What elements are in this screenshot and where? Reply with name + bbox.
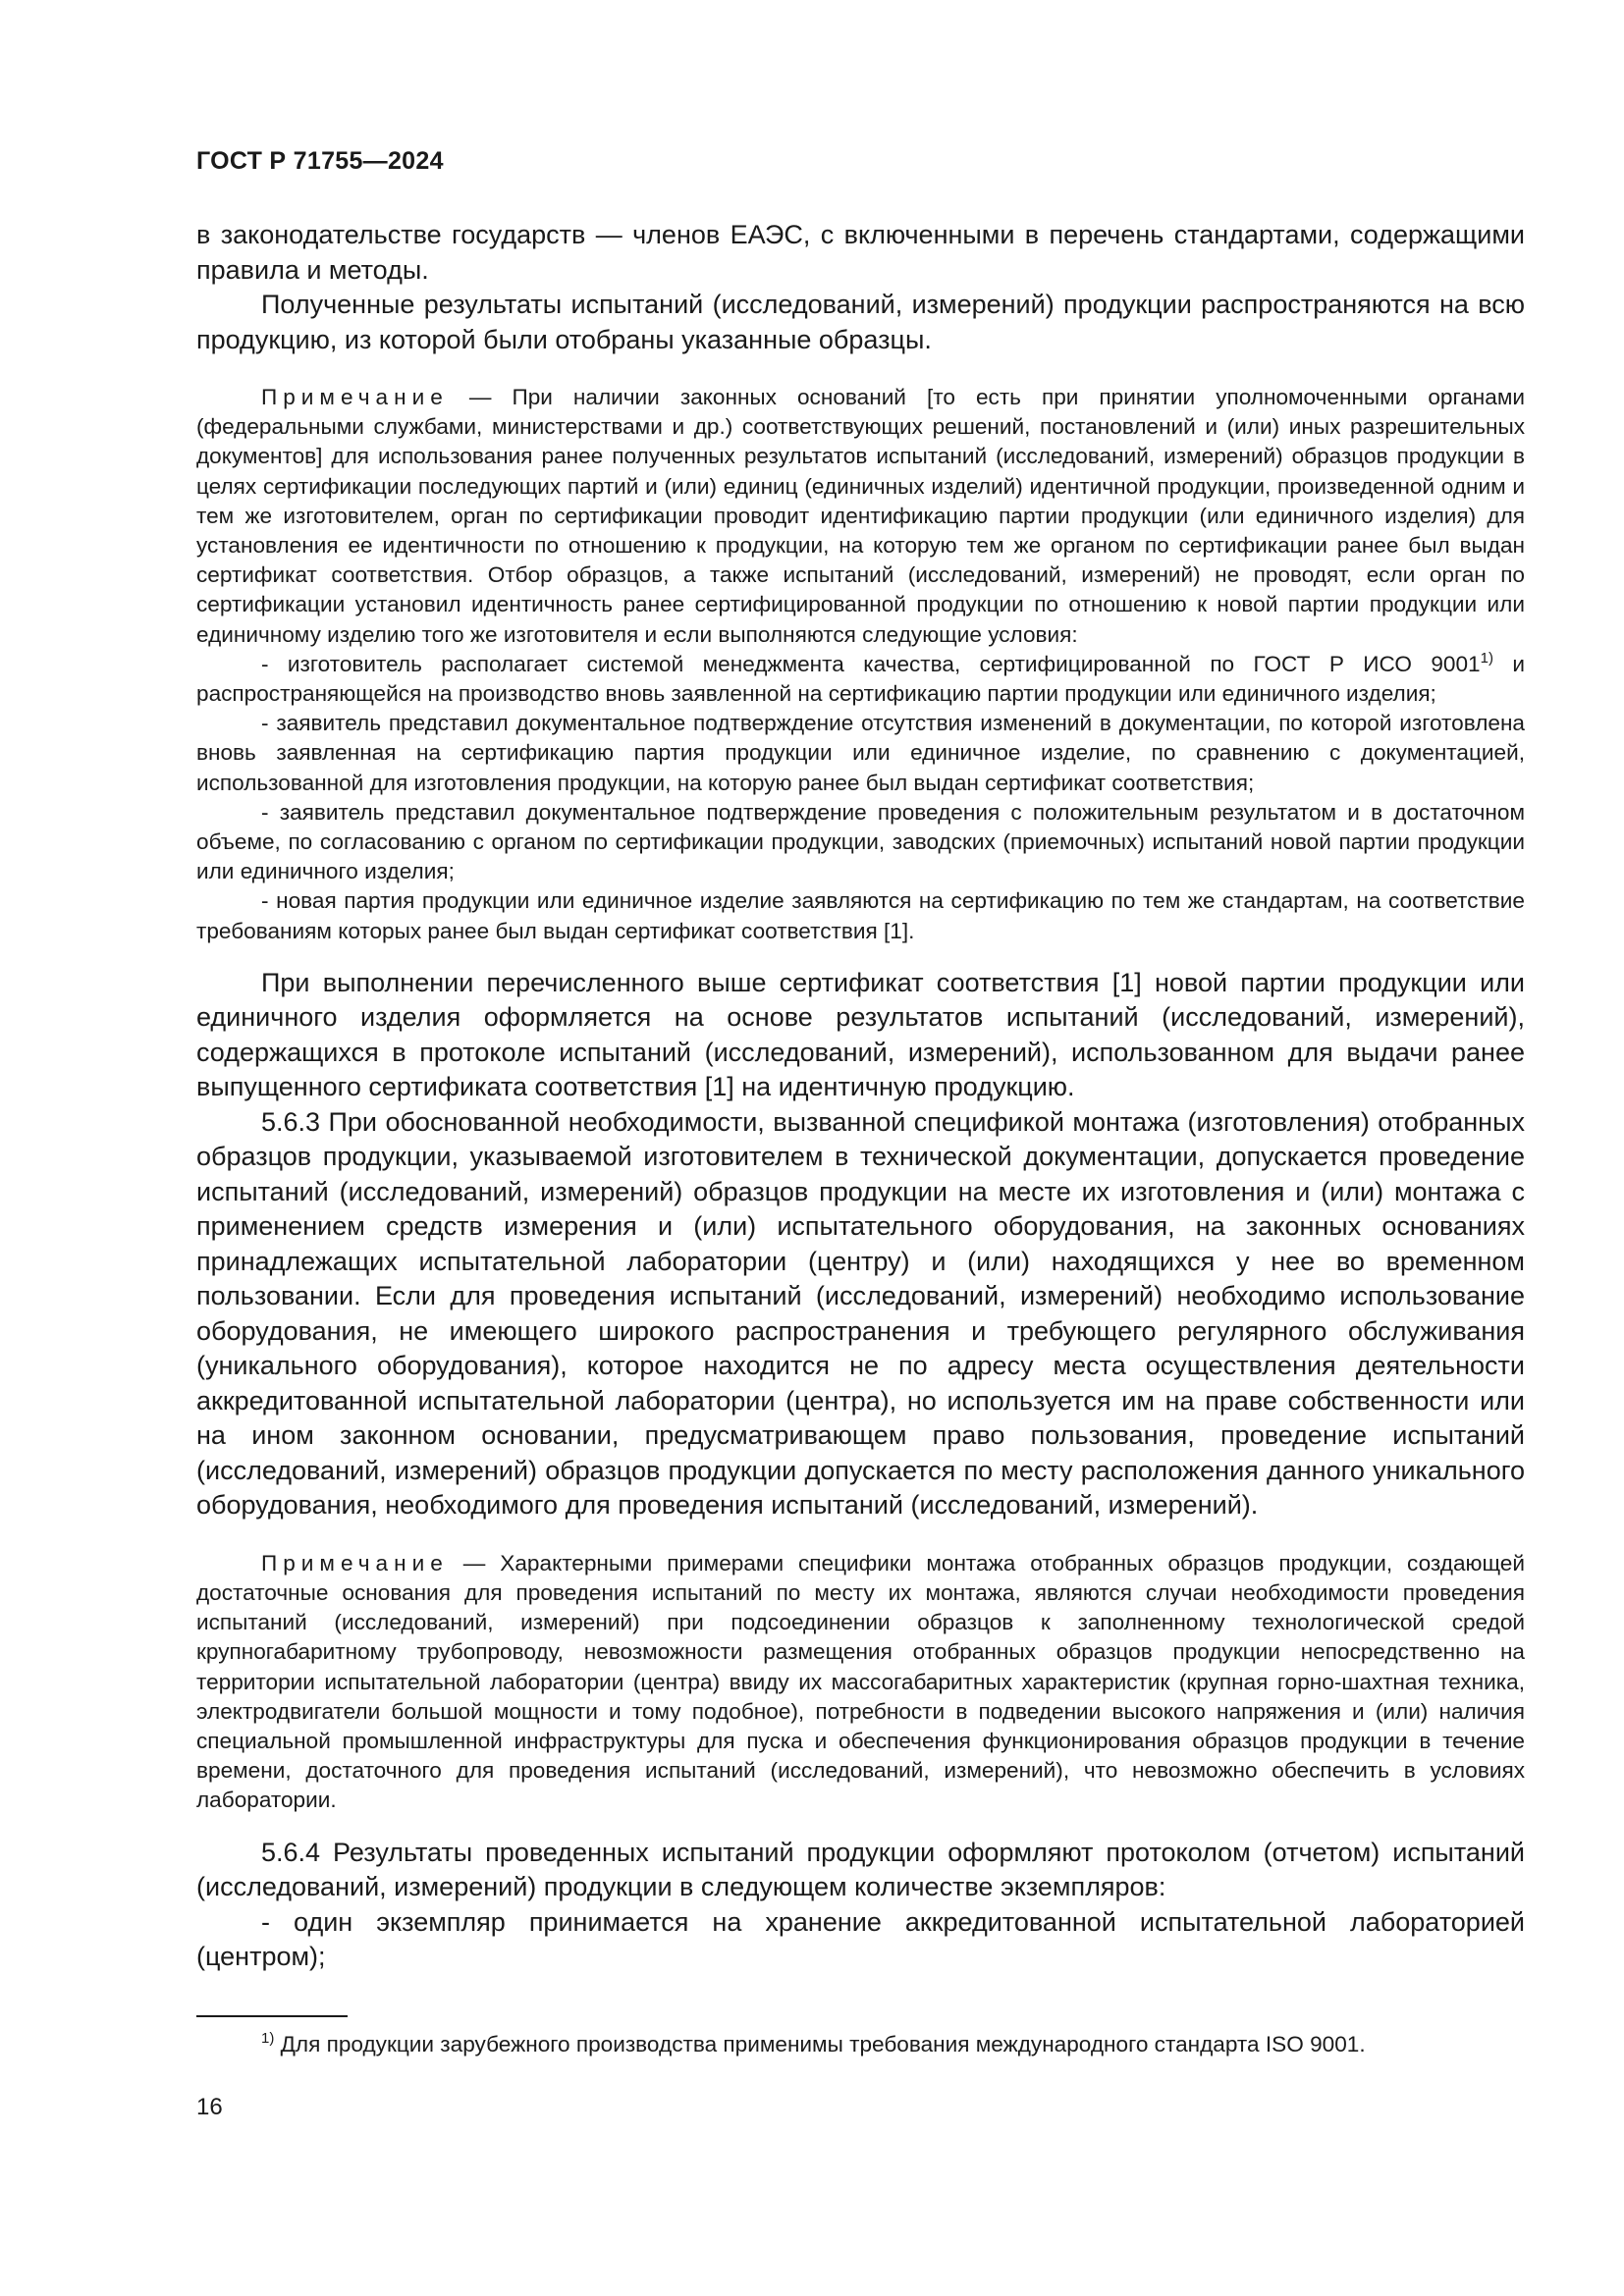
note-2-label: Примечание [261, 1550, 449, 1575]
document-body [196, 218, 1525, 1975]
paragraph-continuation: в законодательстве государств — членов ЕАЭС, с включенными в перечень стандартами, содержащими правила и методы. [196, 220, 1525, 285]
note-2 [196, 1549, 1525, 1816]
footnote-separator [196, 2015, 348, 2017]
paragraph-results: Полученные результаты испытаний (исследований, измерений) продукции распространяются на всю продукцию, из которой были отобраны указанные образцы. [196, 290, 1525, 354]
note-1-item-3: - заявитель представил документальное подтверждение проведения с положительным результатом и в достаточном объеме, по согласованию с органом по сертификации продукции, заводских (приемочных) испытаний новой партии продукции или единичного изделия; [196, 799, 1525, 884]
paragraph-certificate: При выполнении перечисленного выше сертификат соответствия [1] новой партии продукции или единичного изделия оформляется на основе результатов испытаний (исследований, измерений), содержащихся в протоколе испытаний (исследований, измерений), использованном для выдачи ранее выпущенного сертификата соответствия [1] на идентичную продукцию. [196, 967, 1525, 1102]
note-1-label: Примечание [261, 385, 449, 409]
footnote-marker: 1) [261, 2030, 275, 2047]
note-2-text: — Характерными примерами специфики монтажа отобранных образцов продукции, создающей достаточные основания для проведения испытаний по месту их монтажа, являются случаи необходимости проведения испытаний (исследований, измерений) при подсоединении образцов к заполненному технологической средой крупногабаритному трубопроводу, невозможности размещения отобранных образцов продукции непосредственно на территории испытательной лаборатории (центра) ввиду их массогабаритных характеристик (крупная горно-шахтная техника, электродвигатели большой мощности и тому подобное), потребности в подведении высокого напряжения и (или) наличия специальной промышленной инфраструктуры для пуска и обеспечения функционирования образцов продукции в течение времени, достаточного для проведения испытаний (исследований, измерений), что невозможно обеспечить в условиях лаборатории. [196, 1550, 1525, 1813]
paragraph-5-6-4: 5.6.4 Результаты проведенных испытаний продукции оформляют протоколом (отчетом) испытаний (исследований, измерений) продукции в следующем количестве экземпляров: [196, 1837, 1525, 1902]
note-1-intro [196, 383, 1525, 650]
note-1-item-1: - изготовитель располагает системой менеджмента качества, сертифицированной по ГОСТ Р ИСО 9001$^{1)}$ и распространяющейся на производство вновь заявленной на сертификацию партии продукции или единичного изделия; [196, 649, 1525, 707]
paragraph-5-6-3: 5.6.3 При обоснованной необходимости, вызванной спецификой монтажа (изготовления) отобранных образцов продукции, указываемой изготовителем в технической документации, допускается проведение испытаний (исследований, измерений) образцов продукции на месте их изготовления и (или) монтажа с применением средств измерения и (или) испытательного оборудования, на законных основаниях принадлежащих испытательной лаборатории (центру) и (или) находящихся у нее во временном пользовании. Если для проведения испытаний (исследований, измерений) необходимо использование оборудования, не имеющего широкого распространения и требующего регулярного обслуживания (уникального оборудования), которое находится не по адресу места осуществления деятельности аккредитованной испытательной лаборатории (центра), но используется им на праве собственности или на ином законном основании, предусматривающем право пользования, проведение испытаний (исследований, измерений) образцов продукции допускается по месту расположения данного уникального оборудования, необходимого для проведения испытаний (исследований, измерений). [196, 1106, 1525, 1521]
note-1 [196, 383, 1525, 946]
page-number: 16 [196, 2094, 223, 2120]
note-1-item-2: - заявитель представил документальное подтверждение отсутствия изменений в документации, по которой изготовлена вновь заявленная на сертификацию партия продукции или единичное изделие, по сравнению с документацией, использованной для изготовления продукции, на которую ранее был выдан сертификат соответствия; [196, 711, 1525, 795]
footnote-text: Для продукции зарубежного производства применимы требования международного стандарта ISO 9001. [274, 2032, 1366, 2056]
note-1-text: — При наличии законных оснований [то есть при принятии уполномоченными органами (федеральными службами, министерствами и др.) соответствующих решений, постановлений и (или) иных разрешительных документов] для использования ранее полученных результатов испытаний (исследований, измерений) образцов продукции в целях сертификации последующих партий и (или) единиц (единичных изделий) идентичной продукции, произведенной одним и тем же изготовителем, орган по сертификации проводит идентификацию партии продукции (или единичного изделия) для установления ее идентичности по отношению к продукции, на которую тем же органом по сертификации ранее был выдан сертификат соответствия. Отбор образцов, а также испытаний (исследований, измерений) не проводят, если орган по сертификации установил идентичность ранее сертифицированной продукции по отношению к новой партии продукции или единичному изделию того же изготовителя и если выполняются следующие условия: [196, 385, 1525, 647]
paragraph-5-6-4-item-1: - один экземпляр принимается на хранение аккредитованной испытательной лабораторией (центром); [196, 1906, 1525, 1972]
note-1-item-4: - новая партия продукции или единичное изделие заявляются на сертификацию по тем же стандартам, на соответствие требованиям которых ранее был выдан сертификат соответствия [1]. [196, 888, 1525, 943]
document-header: ГОСТ Р 71755—2024 [196, 147, 444, 175]
footnote [261, 2030, 1366, 2059]
footnote-ref: 1) [1480, 649, 1493, 667]
